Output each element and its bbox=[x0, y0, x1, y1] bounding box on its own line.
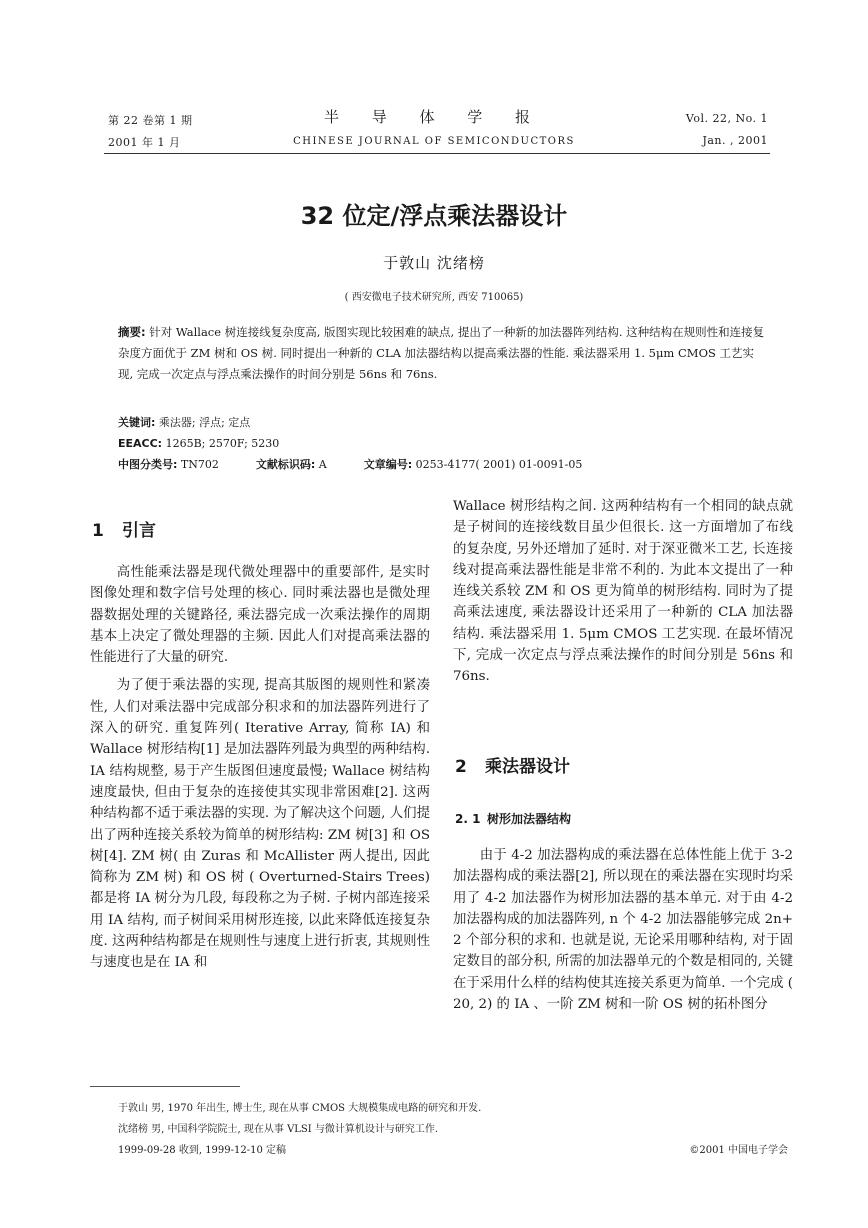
keywords-line bbox=[118, 412, 768, 433]
keywords-block bbox=[118, 412, 768, 475]
author-note-1: 于敦山 男, 1970 年出生, 博士生, 现在从事 CMOS 大规模集成电路的研究和开发. bbox=[118, 1103, 482, 1114]
eeacc-text: 1265B; 2570F; 5230 bbox=[162, 437, 280, 450]
classification-line bbox=[118, 454, 768, 475]
right-column-top bbox=[453, 496, 793, 688]
volume-issue-en: Vol. 22, No. 1 bbox=[685, 112, 768, 125]
intro-paragraph-continued: Wallace 树形结构之间. 这两种结构有一个相同的缺点就是子树间的连接线数目虽少但很长. 这一方面增加了布线的复杂度, 另外还增加了延时. 对于深亚微米工艺, 长连接线对提高乘法器性能是非常不利的. 为此本文提出了一种连线关系较 ZM 和 OS 更为简单的树形结构. 同时为了提高乘法速度, 乘法器设计还采用了一种新的 CLA 加法器结构. 乘法器采用 1. 5μm CMOS 工艺实现. 在最坏情况下, 完成一次定点与浮点乘法操作的时间分别是 56ns 和 76ns. bbox=[453, 499, 793, 685]
received-dates: 1999-09-28 收到, 1999-12-10 定稿 bbox=[118, 1145, 287, 1156]
copyright: ©2001 中国电子学会 bbox=[689, 1145, 788, 1156]
section-2-number: 2 bbox=[455, 757, 467, 777]
authors: 于敦山 沈绪榜 bbox=[383, 254, 485, 272]
footnote-rule bbox=[90, 1086, 240, 1087]
right-column-bottom bbox=[453, 845, 793, 1015]
abstract bbox=[118, 322, 768, 385]
subsection-2-1-heading bbox=[455, 810, 571, 827]
date-en: Jan. , 2001 bbox=[702, 134, 768, 147]
subsection-2-1-title: 树形加法器结构 bbox=[487, 812, 572, 826]
article-no-text: 0253-4177( 2001) 01-0091-05 bbox=[412, 458, 583, 471]
paper-title: 32 位定/浮点乘法器设计 bbox=[300, 202, 568, 230]
author-note-2: 沈绪榜 男, 中国科学院院士, 现在从事 VLSI 与微计算机设计与研究工作. bbox=[118, 1124, 439, 1135]
affiliation: ( 西安微电子技术研究所, 西安 710065) bbox=[344, 292, 524, 303]
section-1-title: 引言 bbox=[122, 521, 156, 541]
keywords-text: 乘法器; 浮点; 定点 bbox=[155, 416, 251, 429]
header-rule bbox=[104, 153, 770, 154]
article-no-label: 文章编号: bbox=[363, 458, 413, 471]
intro-paragraph-2: 为了便于乘法器的实现, 提高其版图的规则性和紧凑性, 人们对乘法器中完成部分积求和的加法器阵列进行了深入的研究. 重复阵列( Iterative Array, 简称 IA) 和 Wallace 树形结构[1] 是加法器阵列最为典型的两种结构. IA 结构规整, 易于产生版图但速度最慢; Wallace 树结构速度最快, 但由于复杂的连接使其实现非常困难[2]. 这两种结构都不适于乘法器的实现. 为了解决这个问题, 人们提出了两种连接关系较为简单的树形结构: ZM 树[3] 和 OS 树[4]. ZM 树( 由 Zuras 和 McAllister 两人提出, 因此简称为 ZM 树) 和 OS 树 ( Overturned-Stairs Trees) 都是将 IA 树分为几段, 每段称之为子树. 子树内部连接采用 IA 结构, 而子树间采用树形连接, 以此来降低连接复杂度. 这两种结构都是在规则性与速度上进行折衷, 其规则性与速度也是在 IA 和 bbox=[90, 678, 430, 971]
journal-name-en: CHINESE JOURNAL OF SEMICONDUCTORS bbox=[293, 136, 575, 147]
volume-issue-cn: 第 22 卷第 1 期 bbox=[108, 114, 193, 127]
abstract-text: 针对 Wallace 树连接线复杂度高, 版图实现比较困难的缺点, 提出了一种新的加法器阵列结构. 这种结构在规则性和连接复杂度方面优于 ZM 树和 OS 树. 同时提出一种新的 CLA 加法器结构以提高乘法器的性能. 乘法器采用 1. 5μm CMOS 工艺实现, 完成一次定点与浮点乘法操作的时间分别是 56ns 和 76ns. bbox=[118, 325, 765, 381]
keywords-label: 关键词: bbox=[118, 416, 156, 429]
section-1-number: 1 bbox=[92, 521, 104, 541]
date-cn: 2001 年 1 月 bbox=[108, 136, 181, 149]
doc-code-label: 文献标识码: bbox=[255, 458, 316, 471]
clc-text: TN702 bbox=[177, 458, 219, 471]
received-line bbox=[118, 1140, 788, 1161]
section-2-heading bbox=[455, 752, 570, 777]
section-2-title: 乘法器设计 bbox=[485, 757, 570, 777]
journal-name-cn: 半 导 体 学 报 bbox=[323, 108, 545, 126]
eeacc-label: EEACC: bbox=[118, 437, 163, 450]
section-1-heading bbox=[92, 516, 156, 541]
clc-label: 中图分类号: bbox=[118, 458, 178, 471]
abstract-label: 摘要: bbox=[118, 325, 146, 339]
intro-paragraph-1: 高性能乘法器是现代微处理器中的重要部件, 是实时图像处理和数字信号处理的核心. 同时乘法器也是微处理器数据处理的关键路径, 乘法器完成一次乘法操作的周期基本上决定了微处理器的主频. 因此人们对提高乘法器的性能进行了大量的研究. bbox=[90, 565, 430, 666]
left-column bbox=[90, 562, 430, 974]
section-2-1-paragraph: 由于 4-2 加法器构成的乘法器在总体性能上优于 3-2 加法器构成的乘法器[2], 所以现在的乘法器在实现时均采用了 4-2 加法器作为树形加法器的基本单元. 对于由 4-2 加法器构成的加法器阵列, n 个 4-2 加法器能够完成 2n+ 2 个部分积的求和. 也就是说, 无论采用哪种结构, 对于固定数目的部分积, 所需的加法器单元的个数是相同的, 关键在于采用什么样的结构使其连接关系更为简单. 一个完成 ( 20, 2) 的 IA 、一阶 ZM 树和一阶 OS 树的拓朴图分 bbox=[453, 848, 793, 1013]
eeacc-line bbox=[118, 433, 768, 454]
doc-code-text: A bbox=[315, 458, 327, 471]
subsection-2-1-number: 2. 1 bbox=[455, 812, 481, 826]
footnotes bbox=[118, 1098, 788, 1161]
